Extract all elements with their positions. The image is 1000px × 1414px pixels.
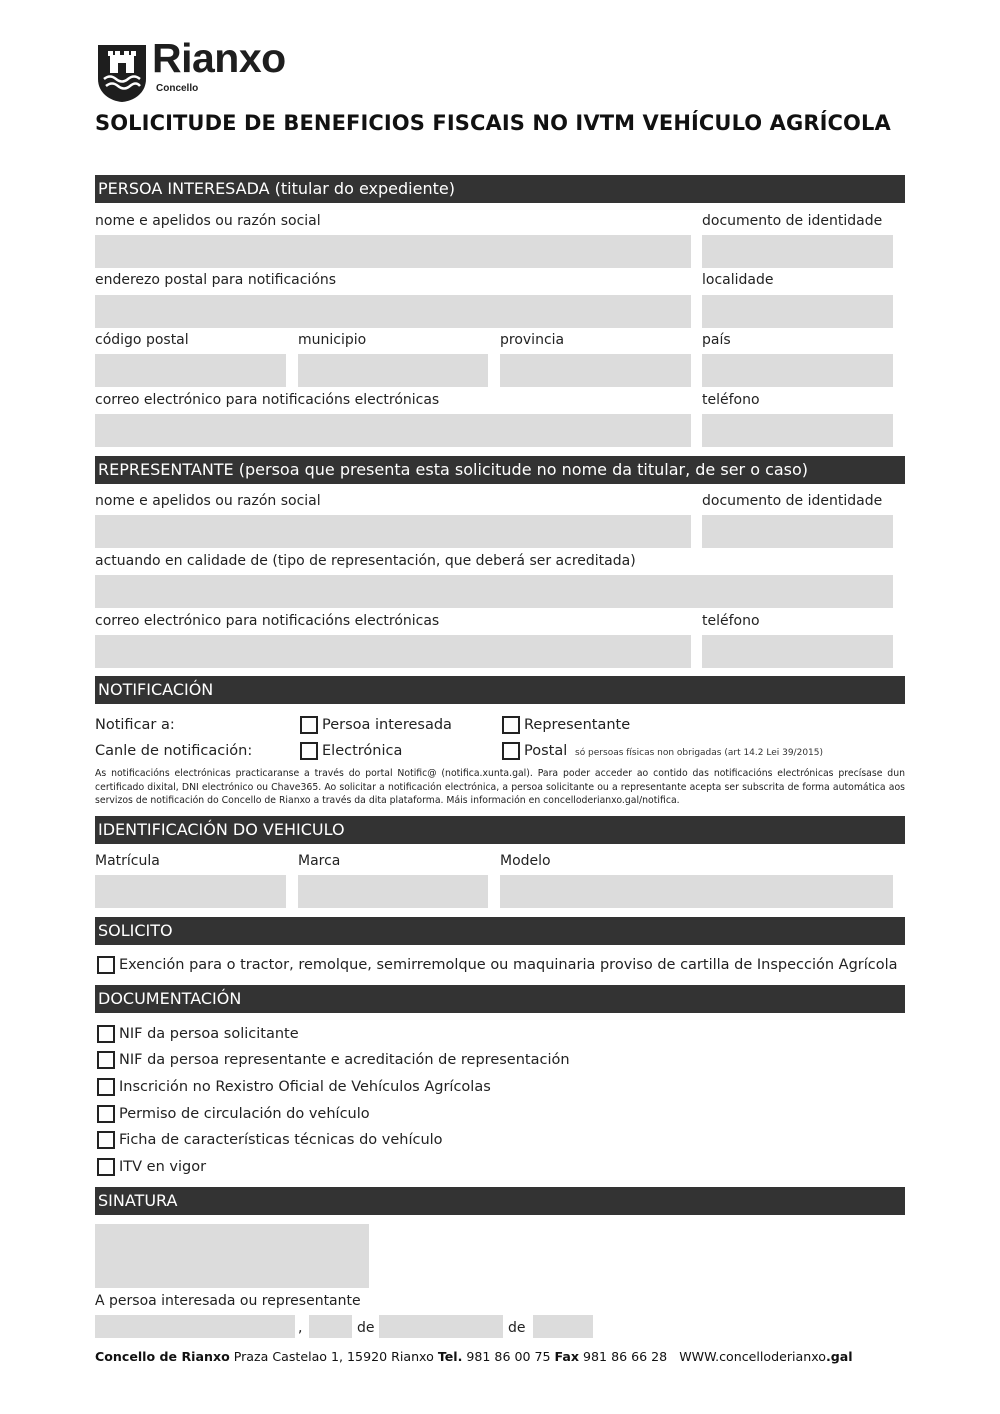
interesada-documento-field[interactable] [702,235,893,268]
representante-correo-label: correo electrónico para notificacións electrónicas [95,613,440,629]
rianxo-logo [96,35,326,103]
signature-de-2: de [508,1320,526,1336]
representante-nome-label: nome e apelidos ou razón social [95,493,321,509]
option-persoa-interesada-label: Persoa interesada [322,717,452,733]
notificar-a-label: Notificar a: [95,717,175,733]
interesada-provincia-label: provincia [500,332,565,348]
representante-correo-field[interactable] [95,635,691,668]
doc-item-label: NIF da persoa solicitante [119,1026,299,1042]
footer-tel: 981 86 00 75 [462,1349,555,1364]
section-solicito-heading: SOLICITO [95,917,905,945]
modelo-field[interactable] [500,875,893,908]
interesada-telefono-label: teléfono [702,392,760,408]
footer-tel-label: Tel. [437,1349,463,1364]
interesada-localidade-label: localidade [702,272,774,288]
doc-item-label: Ficha de características técnicas do vehículo [119,1132,443,1148]
checkbox-doc-inscricion[interactable] [97,1078,115,1096]
footer-org: Concello de Rianxo [95,1349,230,1364]
signature-month-field[interactable] [379,1315,503,1338]
checkbox-doc-ficha[interactable] [97,1131,115,1149]
section-sinatura-heading: SINATURA [95,1187,905,1215]
checkbox-doc-itv[interactable] [97,1158,115,1176]
doc-item-label: Permiso de circulación do vehículo [119,1106,370,1122]
marca-field[interactable] [298,875,488,908]
section-vehiculo-heading: IDENTIFICACIÓN DO VEHICULO [95,816,905,844]
footer-web: WWW.concelloderianxo [679,1349,826,1364]
checkbox-persoa-interesada[interactable] [300,716,318,734]
signature-year-field[interactable] [533,1315,593,1338]
interesada-correo-field[interactable] [95,414,691,447]
modelo-label: Modelo [500,853,551,869]
section-documentacion-heading: DOCUMENTACIÓN [95,985,905,1013]
page-title: SOLICITUDE DE BENEFICIOS FISCAIS NO IVTM VEHÍCULO AGRÍCOLA [95,111,891,135]
checkbox-doc-nif-solicitante[interactable] [97,1025,115,1043]
section-representante-heading: REPRESENTANTE (persoa que presenta esta solicitude no nome da titular, de ser o caso) [95,456,905,484]
doc-item-label: Inscrición no Rexistro Oficial de Vehículos Agrícolas [119,1079,491,1095]
checkbox-postal[interactable] [502,742,520,760]
doc-item-label: NIF da persoa representante e acreditación de representación [119,1052,570,1068]
signature-day-field[interactable] [309,1315,352,1338]
representante-telefono-label: teléfono [702,613,760,629]
checkbox-doc-nif-representante[interactable] [97,1051,115,1069]
interesada-codigo-label: código postal [95,332,189,348]
checkbox-exencion[interactable] [97,956,115,974]
interesada-enderezo-field[interactable] [95,295,691,328]
section-notificacion-heading: NOTIFICACIÓN [95,676,905,704]
option-representante-label: Representante [524,717,631,733]
representante-calidade-label: actuando en calidade de (tipo de representación, que deberá ser acreditada) [95,553,636,569]
interesada-documento-label: documento de identidade [702,213,883,229]
signature-comma: , [298,1320,303,1336]
footer-web-tld: .gal [825,1349,853,1364]
representante-telefono-field[interactable] [702,635,893,668]
postal-note: só persoas físicas non obrigadas (art 14.2 Lei 39/2015) [575,748,824,758]
footer-fax-label: Fax [554,1349,580,1364]
signature-de-1: de [357,1320,375,1336]
footer-fax: 981 86 66 28 [579,1349,668,1364]
section-interesada-heading: PERSOA INTERESADA (titular do expediente) [95,175,905,203]
representante-calidade-field[interactable] [95,575,893,608]
canle-notificacion-label: Canle de notificación: [95,743,253,759]
representante-documento-field[interactable] [702,515,893,548]
logo-subtitle: Concello [156,83,199,94]
checkbox-representante[interactable] [502,716,520,734]
marca-label: Marca [298,853,341,869]
interesada-municipio-field[interactable] [298,354,488,387]
footer [95,1349,853,1364]
checkbox-electronica[interactable] [300,742,318,760]
interesada-municipio-label: municipio [298,332,367,348]
signature-field[interactable] [95,1224,369,1288]
interesada-nome-field[interactable] [95,235,691,268]
notificacion-info-text: As notificacións electrónicas practicaranse a través do portal Notific@ (notifica.xunta.gal). Para poder acceder ao contido das notificacións electrónicas precísase dun certificado dixital, DNI electrónico ou Chave365. Ao solicitar a notificación electrónica, a persoa solicitante ou a representante acepta ser subscrita de forma automática aos servizos de notificación do Concello de Rianxo a través da dita plataforma. Máis información en concelloderianxo.gal/notifica. [95,768,905,806]
interesada-localidade-field[interactable] [702,295,893,328]
interesada-provincia-field[interactable] [500,354,691,387]
signature-caption: A persoa interesada ou representante [95,1293,361,1309]
doc-item-label: ITV en vigor [119,1159,207,1175]
option-postal-label: Postal [524,743,568,759]
representante-documento-label: documento de identidade [702,493,883,509]
footer-address: Praza Castelao 1, 15920 Rianxo [229,1349,438,1364]
interesada-nome-label: nome e apelidos ou razón social [95,213,321,229]
matricula-field[interactable] [95,875,286,908]
interesada-enderezo-label: enderezo postal para notificacións [95,272,337,288]
interesada-pais-field[interactable] [702,354,893,387]
interesada-telefono-field[interactable] [702,414,893,447]
interesada-pais-label: país [702,332,731,348]
representante-nome-field[interactable] [95,515,691,548]
interesada-codigo-field[interactable] [95,354,286,387]
matricula-label: Matrícula [95,853,160,869]
checkbox-doc-permiso[interactable] [97,1105,115,1123]
exencion-label: Exención para o tractor, remolque, semirremolque ou maquinaria proviso de cartilla de Inspección Agrícola [119,957,898,973]
signature-place-field[interactable] [95,1315,295,1338]
rianxo-shield-icon [96,43,148,103]
logo-wordmark: Rianxo [152,35,286,81]
interesada-correo-label: correo electrónico para notificacións electrónicas [95,392,440,408]
option-electronica-label: Electrónica [322,743,403,759]
